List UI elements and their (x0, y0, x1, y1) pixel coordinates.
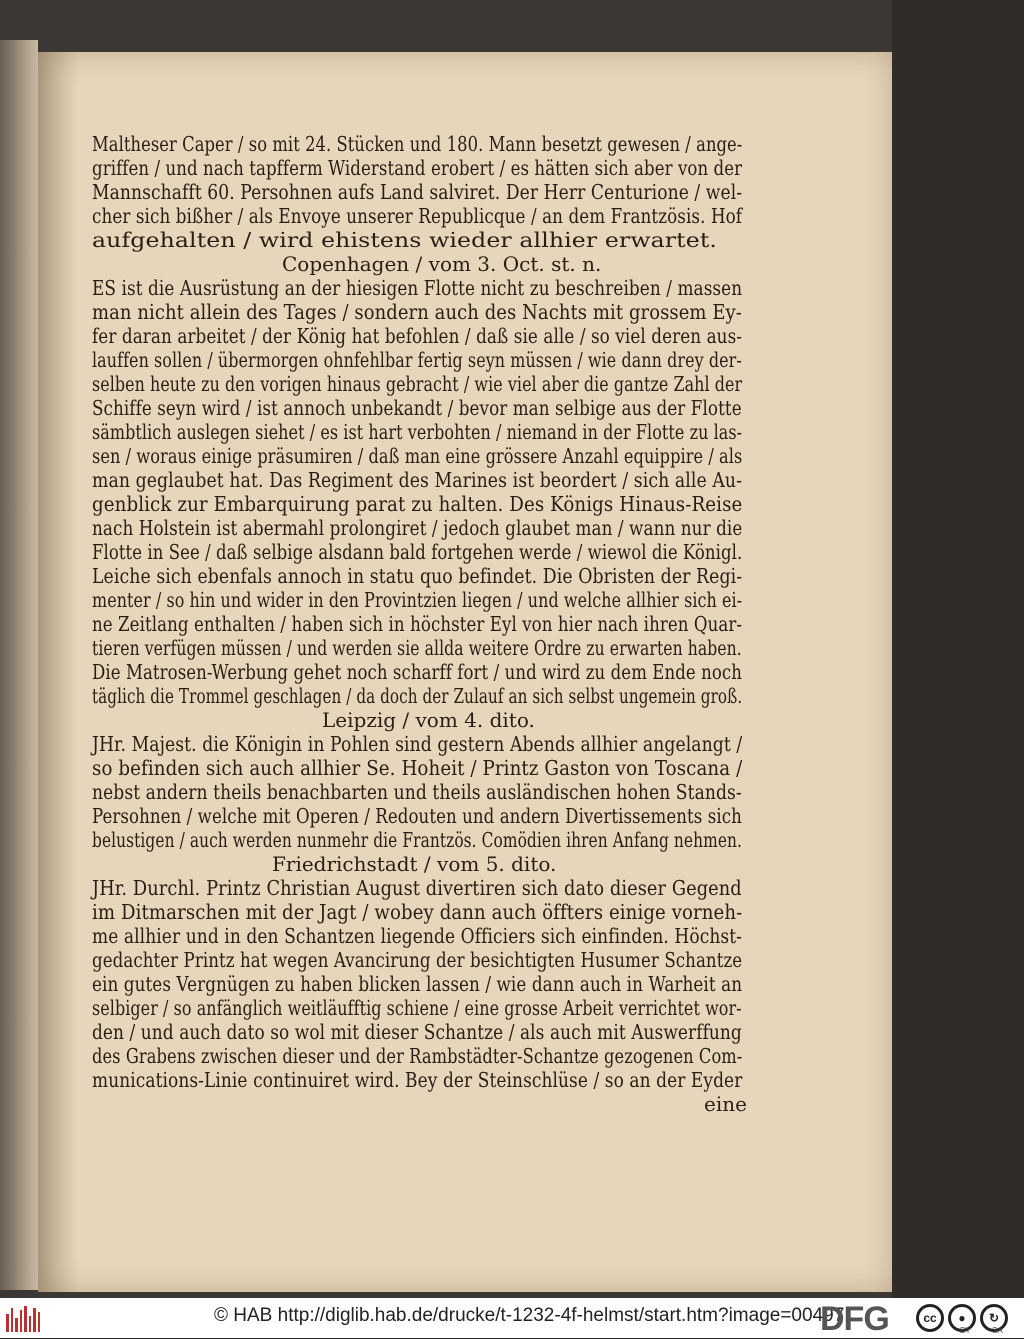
text-line: täglich die Trommel geschlagen / da doch der Zulauf an sich selbst ungemein groß. (92, 684, 743, 708)
text-line: sämbtlich auslegen siehet / es ist hart verbohten / niemand in der Flotte zu las- (92, 420, 743, 444)
text-line: den / und auch dato so wol mit dieser Schantze / als auch mit Auswerffung (92, 1020, 742, 1044)
text-line: Mannschafft 60. Persohnen aufs Land salviret. Der Herr Centurione / wel- (92, 180, 743, 204)
text-line: JHr. Durchl. Printz Christian August divertiren sich dato dieser Gegend (92, 876, 742, 900)
text-line: gedachter Printz hat wegen Avancirung der besichtigten Husumer Schantze (92, 948, 743, 972)
scan-margin-right (892, 0, 1024, 1298)
text-line: me allhier und in den Schantzen liegende Officiers sich einfinden. Höchst- (92, 924, 742, 948)
text-line: ein gutes Vergnügen zu haben blicken lassen / wie dann auch in Warheit an (92, 972, 743, 996)
hab-logo-icon[interactable] (6, 1306, 40, 1332)
text-line: aufgehalten / wird ehistens wieder allhier erwartet. (92, 228, 718, 252)
source-url-link[interactable]: © HAB http://diglib.hab.de/drucke/t-1232-4f-helmst/start.htm?image=00497 (214, 1305, 845, 1326)
text-line: menter / so hin und wider in den Provintzien liegen / und welche allhier sich ei- (92, 588, 743, 612)
text-line: so befinden sich auch allhier Se. Hoheit / Printz Gaston von Toscana / (92, 756, 743, 780)
text-line: selben heute zu den vorigen hinaus gebracht / wie viel aber die gantze Zahl der (92, 372, 743, 396)
text-line: Flotte in See / daß selbige alsdann bald fortgehen werde / wiewol die Königl. (92, 540, 743, 564)
text-line: fer daran arbeitet / der König hat befohlen / daß sie alle / so viel deren aus- (92, 324, 743, 348)
text-line: man nicht allein des Tages / sondern auch des Nachts mit grossem Ey- (92, 300, 742, 324)
text-line: Maltheser Caper / so mit 24. Stücken und 180. Mann besetzt gewesen / ange- (92, 132, 743, 156)
cc-icon: cc (916, 1304, 944, 1332)
text-line: des Grabens zwischen dieser und der Rambstädter-Schantze gezogenen Com- (92, 1044, 743, 1068)
text-line: ne Zeitlang enthalten / haben sich in höchster Eyl von hier nach ihren Quar- (92, 612, 743, 636)
text-line: Leiche sich ebenfals annoch in statu quo befindet. Die Obristen der Regi- (92, 564, 743, 588)
text-line: selbiger / so anfänglich weitläufftig schiene / eine grosse Arbeit verrichtet wor- (92, 996, 742, 1020)
text-line: man geglaubet hat. Das Regiment des Marines ist beordert / sich alle Au- (92, 468, 742, 492)
text-line: belustigen / auch werden nunmehr die Frantzös. Comödien ihren Anfang nehmen. (92, 828, 743, 852)
text-line: nebst andern theils benachbarten und theils ausländischen hohen Stands- (92, 780, 742, 804)
section-heading: Copenhagen / vom 3. Oct. st. n. (282, 252, 602, 276)
text-line: Persohnen / welche mit Operen / Redouten und andern Divertissements sich (92, 804, 742, 828)
text-line: munications-Linie continuiret wird. Bey der Steinschlüse / so an der Eyder (92, 1068, 743, 1092)
section-heading: Friedrichstadt / vom 5. dito. (272, 852, 557, 876)
text-line: tieren verfügen müssen / und werden sie allda weitere Ordre zu erwarten haben. (92, 636, 742, 660)
text-line: genblick zur Embarquirung parat zu halten. Des Königs Hinaus-Reise (92, 492, 743, 516)
text-line: griffen / und nach tapfferm Widerstand erobert / es hätten sich aber von der (92, 156, 743, 180)
text-line: lauffen sollen / übermorgen ohnfehlbar fertig seyn müssen / wie dann drey der- (92, 348, 742, 372)
text-line: sen / woraus einige präsumiren / daß man eine grössere Anzahl equippire / als (92, 444, 743, 468)
text-line: nach Holstein ist abermahl prolongiret / jedoch glaubet man / wann nur die (92, 516, 743, 540)
by-icon: ● (948, 1304, 976, 1332)
sa-icon: ↻ (980, 1304, 1008, 1332)
text-line: Schiffe seyn wird / ist annoch unbekandt / bevor man selbige aus der Flotte (92, 396, 742, 420)
previous-page-edge (0, 40, 38, 1290)
text-line: im Ditmarschen mit der Jagt / wobey dann auch öffters einige vorneh- (92, 900, 743, 924)
text-line: cher sich bißher / als Envoye unserer Republicque / an dem Frantzösis. Hof (92, 204, 743, 228)
dfg-logo[interactable]: DFG (820, 1300, 889, 1338)
page-gutter-shadow (38, 52, 78, 1292)
text-line: JHr. Majest. die Königin in Pohlen sind gestern Abends allhier angelangt / (92, 732, 743, 756)
section-heading: Leipzig / vom 4. dito. (322, 708, 535, 732)
cc-by-label: BY (960, 1326, 971, 1335)
catchword: eine (704, 1092, 747, 1116)
text-line: ES ist die Ausrüstung an der hiesigen Flotte nicht zu beschreiben / massen (92, 276, 743, 300)
cc-sa-label: SA (992, 1326, 1003, 1335)
text-line: Die Matrosen-Werbung gehet noch scharff fort / und wird zu dem Ende noch (92, 660, 742, 684)
